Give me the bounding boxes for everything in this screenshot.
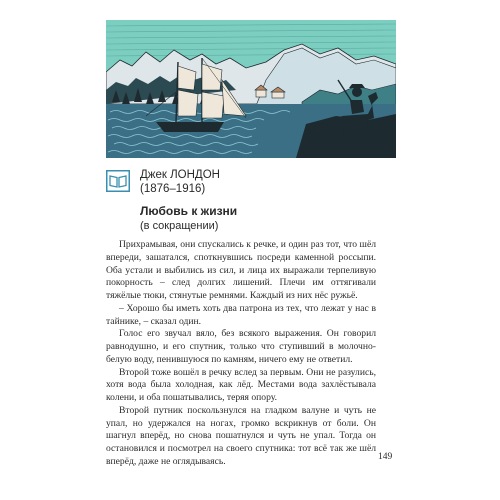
paragraph: Прихрамывая, они спускались к речке, и один раз тот, что шёл впереди, зашатался, споткнувшись посреди каменной россыпи. Оба устали и выбились из сил, и лица их выражали терпеливую покорность – след долгих лишений. Плечи им оттягивали тяжёлые тюки, стянутые ремнями. Каждый из них нёс ружьё. — [106, 239, 376, 301]
author-name: Джек ЛОНДОН — [140, 169, 220, 181]
work-subtitle: (в сокращении) — [140, 220, 219, 232]
book-illustration — [106, 20, 396, 158]
work-title: Любовь к жизни — [140, 204, 238, 218]
paragraph: – Хорошо бы иметь хоть два патрона из тех, что лежат у нас в тайнике, – сказал один. — [106, 302, 376, 327]
paragraph: Второй тоже вошёл в речку вслед за первым. Они не разулись, хотя вода была холодная, как лёд. Местами вода захлёстывала колени, и оба пошатывались, теряя опору. — [106, 366, 376, 403]
paragraph: Голос его звучал вяло, без всякого выражения. Он говорил равнодушно, и его спутник, только что ступивший в молочно-белую воду, пенившуюся по камням, ничего ему не ответил. — [106, 328, 376, 365]
work-title-block — [140, 204, 380, 233]
story-text — [106, 239, 376, 469]
page-number: 149 — [378, 452, 393, 462]
paragraph: Второй путник поскользнулся на гладком валуне и чуть не упал, но удержался на ногах, громко вскрикнув от боли. Он шагнул вперёд, но снова пошатнулся и чуть не упал. Тогда он остановился и посмотрел на своего спутника: тот всё так же шёл вперёд, даже не оглядываясь. — [106, 404, 376, 467]
author-years: (1876–1916) — [140, 183, 206, 195]
book-icon — [106, 170, 130, 192]
